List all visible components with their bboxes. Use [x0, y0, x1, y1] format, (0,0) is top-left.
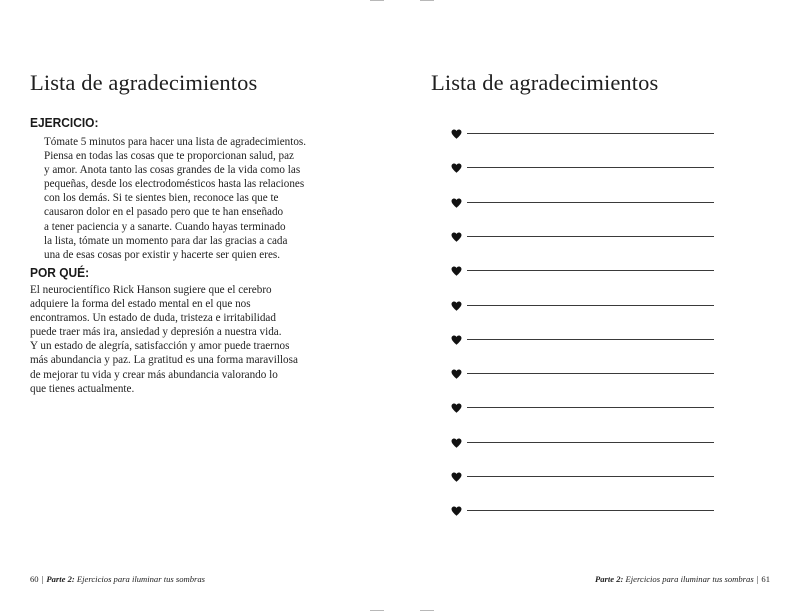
exercise-line: pequeñas, desde los electrodomésticos hasta las relaciones: [44, 178, 305, 191]
heart-icon: [450, 502, 463, 514]
gratitude-entry[interactable]: [450, 397, 715, 417]
write-line[interactable]: [467, 476, 714, 477]
heart-icon: [450, 297, 463, 309]
why-line: encontramos. Un estado de duda, tristeza e irritabilidad: [30, 312, 276, 325]
heart-icon: [450, 331, 463, 343]
exercise-heading: EJERCICIO:: [30, 115, 99, 130]
write-line[interactable]: [467, 305, 714, 306]
gratitude-entry[interactable]: [450, 329, 715, 349]
page-title: Lista de agradecimientos: [431, 70, 659, 95]
heart-icon: [450, 125, 463, 137]
running-head: [595, 574, 754, 584]
exercise-line: con los demás. Si te sientes bien, reconoce las que te: [44, 192, 279, 205]
running-head: [46, 574, 205, 584]
why-line: que tienes actualmente.: [30, 382, 135, 395]
gratitude-entry[interactable]: [450, 295, 715, 315]
exercise-line: Tómate 5 minutos para hacer una lista de agradecimientos.: [44, 136, 307, 148]
page-footer: [30, 574, 205, 584]
heart-icon: [450, 228, 463, 240]
exercise-line: causaron dolor en el pasado pero que te han enseñado: [44, 206, 284, 219]
part-title: Ejercicios para iluminar tus sombras: [76, 574, 206, 584]
page-number: 61: [761, 574, 770, 584]
write-line[interactable]: [467, 167, 714, 168]
why-line: más abundancia y paz. La gratitud es una forma maravillosa: [30, 354, 298, 367]
write-line[interactable]: [467, 339, 714, 340]
write-line[interactable]: [467, 133, 714, 134]
heart-icon: [450, 365, 463, 377]
why-line: de mejorar tu vida y crear más abundancia valorando lo: [30, 368, 278, 381]
heart-icon: [450, 159, 463, 171]
part-label: Parte 2:: [594, 574, 624, 584]
write-line[interactable]: [467, 270, 714, 271]
heart-icon: [450, 399, 463, 411]
heart-icon: [450, 434, 463, 446]
gratitude-entry[interactable]: [450, 466, 715, 486]
part-title: Ejercicios para iluminar tus sombras: [625, 574, 754, 584]
exercise-text: [44, 135, 334, 262]
page-title: Lista de agradecimientos: [30, 70, 258, 95]
why-line: puede traer más ira, ansiedad y depresión a nuestra vida.: [30, 326, 282, 339]
why-line: Y un estado de alegría, satisfacción y amor puede traernos: [30, 340, 290, 353]
exercise-line: a tener paciencia y a sanarte. Cuando hayas terminado: [44, 220, 286, 233]
heart-icon: [450, 194, 463, 206]
page-number: 60: [30, 574, 39, 584]
write-line[interactable]: [467, 236, 714, 237]
write-line[interactable]: [467, 373, 714, 374]
exercise-line: una de esas cosas por existir y hacerte ser quien eres.: [44, 248, 281, 261]
gratitude-entry[interactable]: [450, 123, 715, 143]
write-line[interactable]: [467, 407, 714, 408]
gratitude-entry[interactable]: [450, 226, 715, 246]
heart-icon: [450, 262, 463, 274]
write-line[interactable]: [467, 202, 714, 203]
gratitude-entry[interactable]: [450, 363, 715, 383]
gratitude-entry[interactable]: [450, 260, 715, 280]
why-text: [30, 283, 330, 396]
write-line[interactable]: [467, 442, 714, 443]
why-line: adquiere la forma del estado mental en el que nos: [30, 298, 251, 311]
footer-separator: |: [756, 574, 759, 584]
footer-separator: |: [41, 574, 44, 584]
exercise-line: y amor. Anota tanto las cosas grandes de la vida como las: [44, 164, 301, 177]
page-footer: [595, 574, 770, 584]
gratitude-entry[interactable]: [450, 157, 715, 177]
gratitude-entry[interactable]: [450, 432, 715, 452]
heart-icon: [450, 468, 463, 480]
part-label: Parte 2:: [46, 574, 75, 584]
gratitude-entry[interactable]: [450, 192, 715, 212]
why-line: El neurocientífico Rick Hanson sugiere que el cerebro: [30, 284, 272, 296]
exercise-line: la lista, tómate un momento para dar las gracias a cada: [44, 234, 288, 247]
write-line[interactable]: [467, 510, 714, 511]
gratitude-entry[interactable]: [450, 500, 715, 520]
why-heading: POR QUÉ:: [30, 265, 90, 280]
exercise-line: Piensa en todas las cosas que te proporcionan salud, paz: [44, 150, 294, 163]
